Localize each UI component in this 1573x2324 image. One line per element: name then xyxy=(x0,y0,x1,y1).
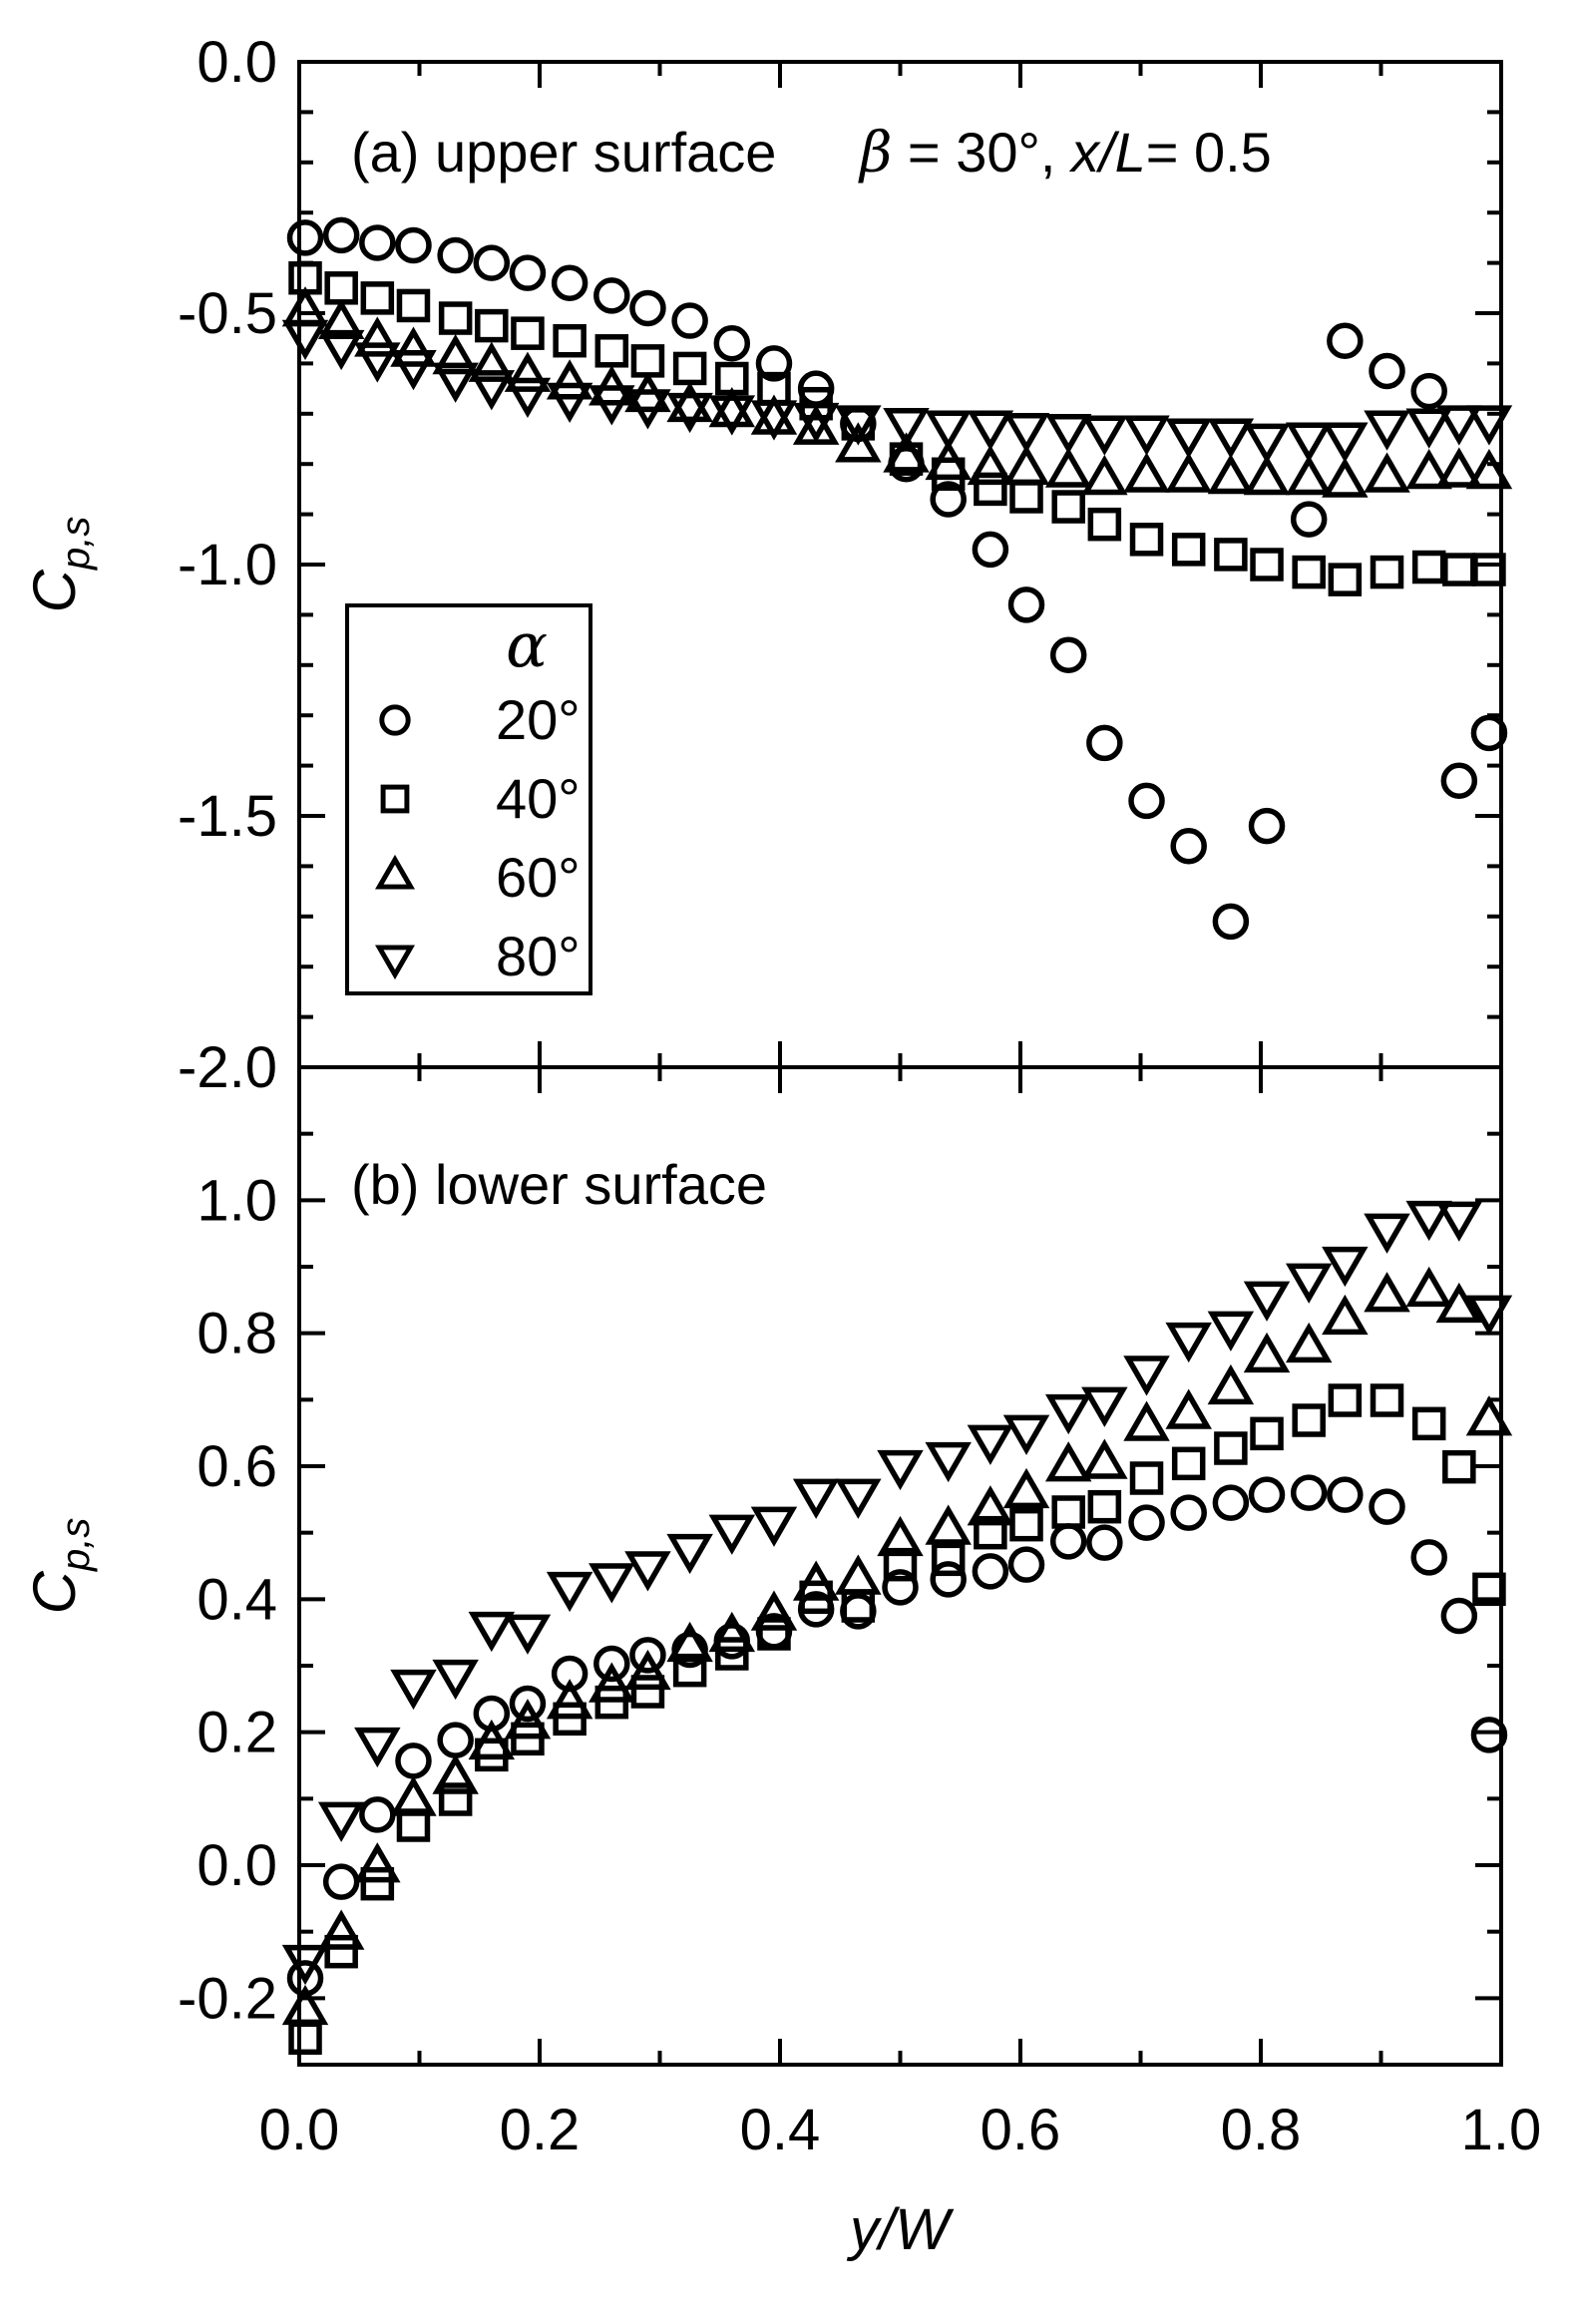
y-tick-label: 0.8 xyxy=(197,1301,277,1366)
y-tick-label: 0.2 xyxy=(197,1700,277,1765)
legend-title: α xyxy=(506,608,548,681)
legend-label: 40° xyxy=(496,767,581,830)
legend-label: 20° xyxy=(496,688,581,751)
y-tick-label: 0.4 xyxy=(197,1567,277,1633)
y-tick-label: -2.0 xyxy=(178,1035,277,1100)
y-tick-label: 0.0 xyxy=(197,1833,277,1898)
x-tick-label: 0.0 xyxy=(258,2098,340,2162)
x-tick-label: 0.4 xyxy=(739,2098,821,2162)
y-tick-label: 0.6 xyxy=(197,1434,277,1499)
y-tick-label: 0.0 xyxy=(197,30,277,95)
x-axis-label: y/W xyxy=(850,2197,950,2262)
legend-label: 80° xyxy=(496,925,581,987)
y-tick-label: -1.5 xyxy=(178,784,277,849)
y-axis-label-a: $C_{p,s}$ xyxy=(21,516,98,613)
y-tick-label: -1.0 xyxy=(178,533,277,597)
x-tick-label: 0.2 xyxy=(499,2098,581,2162)
y-tick-label: 1.0 xyxy=(197,1168,277,1234)
panel-a-title: (a) upper surface xyxy=(351,121,777,184)
y-tick-label: -0.2 xyxy=(178,1966,277,2032)
panel-b-title: (b) lower surface xyxy=(351,1153,768,1216)
panel-a-condition: β = 30°, x/L= 0.5 xyxy=(860,121,1272,186)
y-axis-label-b: $C_{p,s}$ xyxy=(21,1517,98,1615)
legend-label: 60° xyxy=(496,846,581,909)
y-tick-label: -0.5 xyxy=(178,281,277,346)
x-tick-label: 1.0 xyxy=(1460,2098,1542,2162)
x-tick-label: 0.8 xyxy=(1220,2098,1302,2162)
x-tick-label: 0.6 xyxy=(980,2098,1061,2162)
